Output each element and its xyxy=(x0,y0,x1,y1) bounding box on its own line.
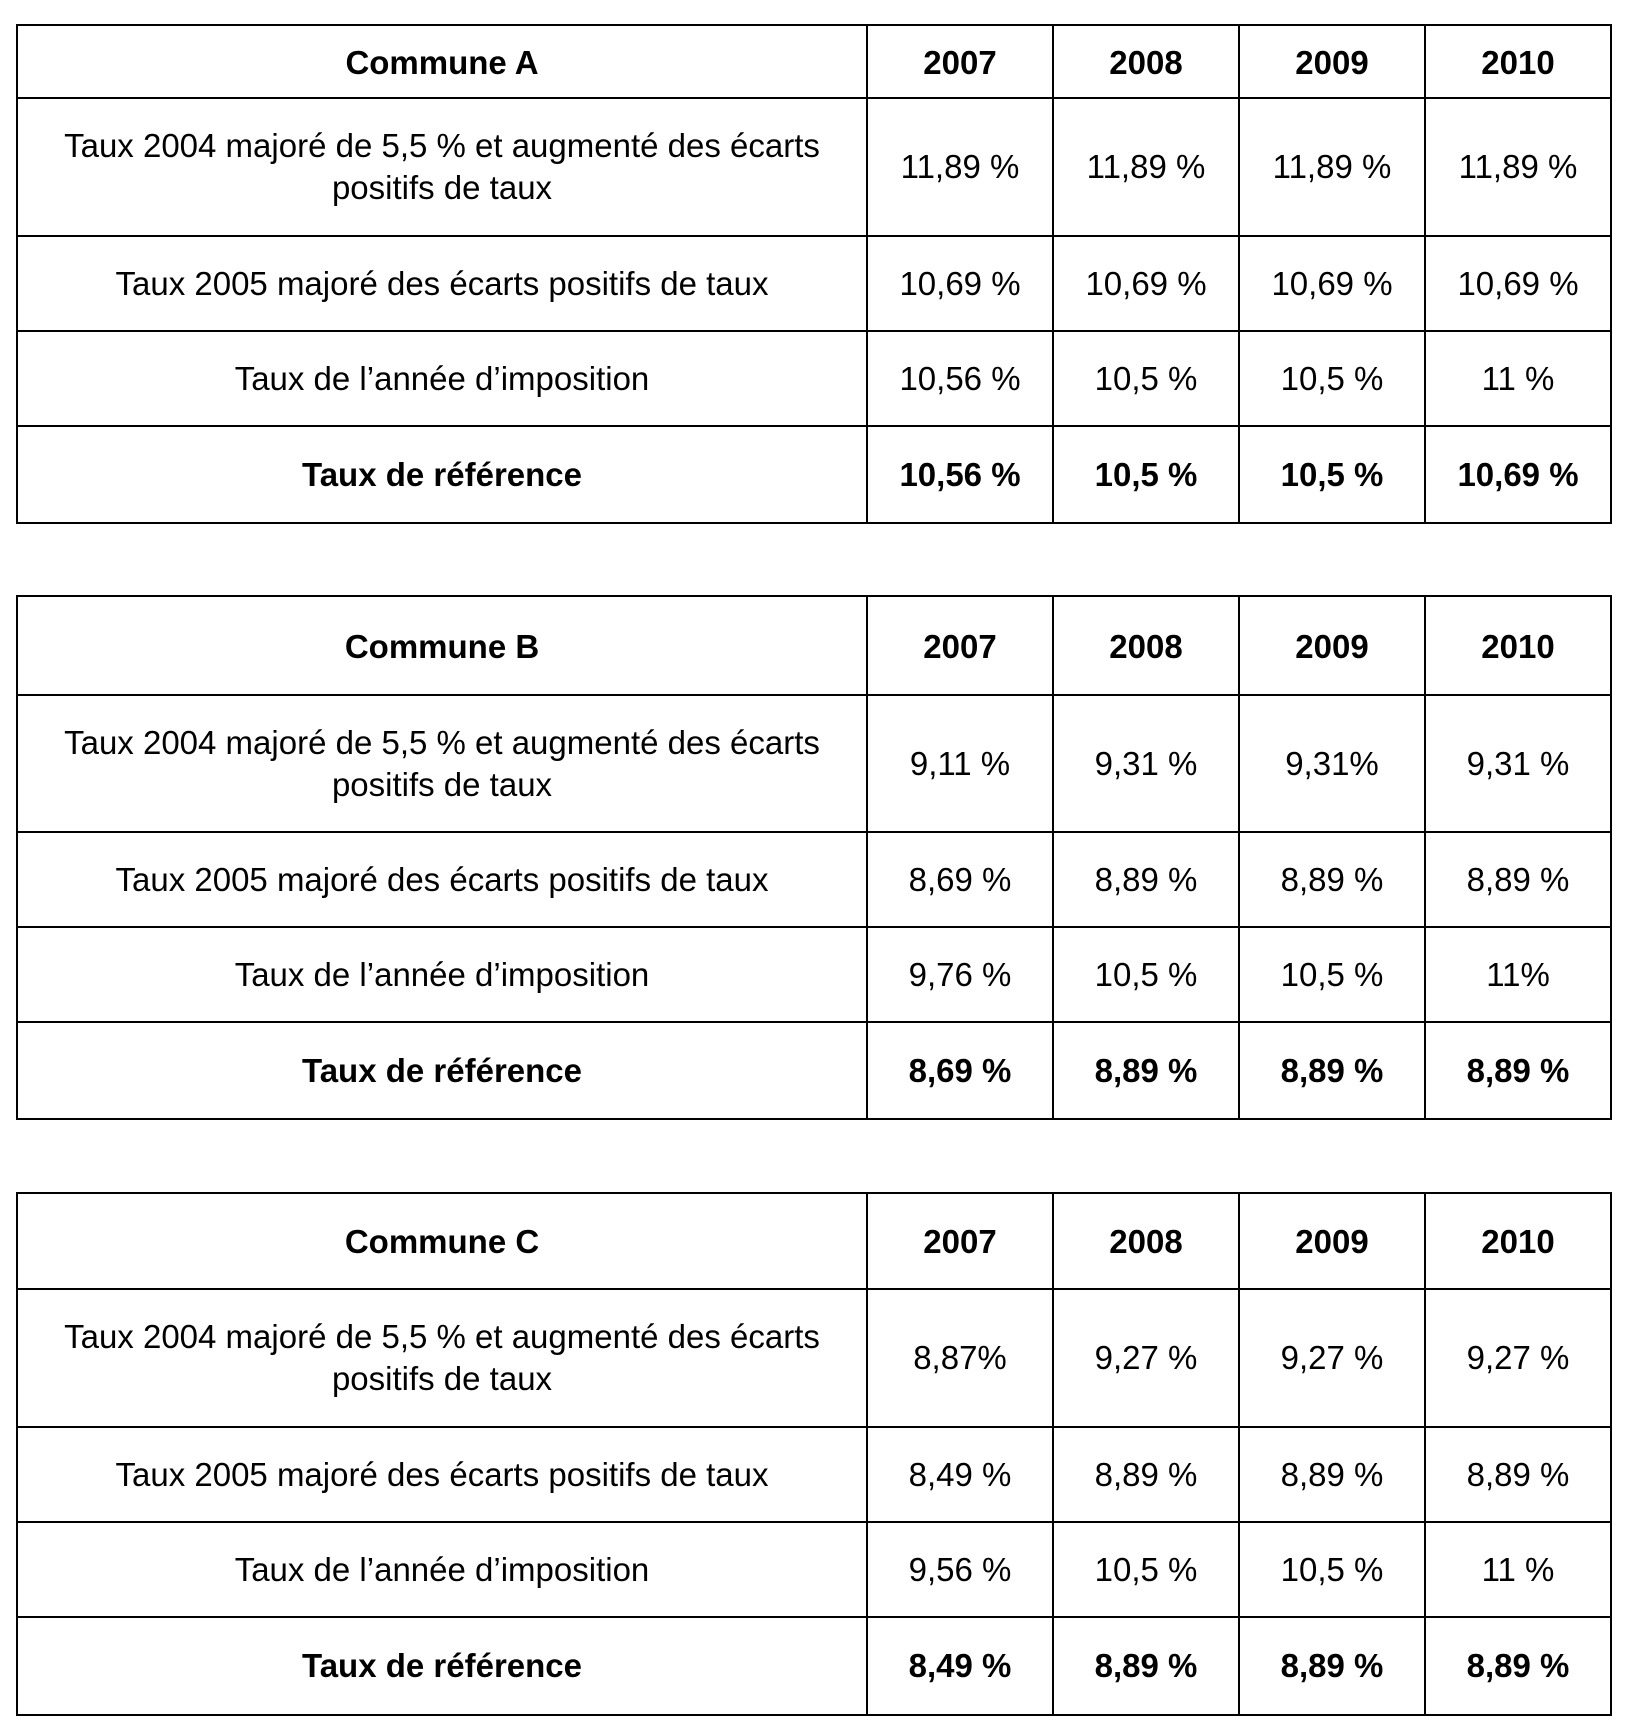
reference-rate-cell: 8,89 % xyxy=(1239,1617,1425,1715)
table-row xyxy=(17,1427,1611,1522)
year-header: 2007 xyxy=(867,1193,1053,1289)
rate-cell: 10,5 % xyxy=(1053,331,1239,426)
rate-cell: 8,87% xyxy=(867,1289,1053,1427)
year-header: 2009 xyxy=(1239,596,1425,695)
table-row xyxy=(17,1522,1611,1617)
commune-a-table xyxy=(16,24,1612,524)
rate-cell: 10,69 % xyxy=(1053,236,1239,331)
row-label: Taux de référence xyxy=(17,1617,867,1715)
row-label: Taux 2004 majoré de 5,5 % et augmenté des écarts positifs de taux xyxy=(17,695,867,832)
year-header: 2008 xyxy=(1053,25,1239,98)
row-label: Taux de référence xyxy=(17,426,867,523)
rate-cell: 8,49 % xyxy=(867,1427,1053,1522)
table-row xyxy=(17,695,1611,832)
commune-c-table xyxy=(16,1192,1612,1716)
rate-cell: 9,31 % xyxy=(1425,695,1611,832)
rate-cell: 11 % xyxy=(1425,1522,1611,1617)
rate-cell: 11,89 % xyxy=(1053,98,1239,236)
row-label: Taux de l’année d’imposition xyxy=(17,331,867,426)
rate-cell: 8,89 % xyxy=(1053,1427,1239,1522)
commune-title: Commune A xyxy=(17,25,867,98)
rate-cell: 11% xyxy=(1425,927,1611,1022)
table-header-row xyxy=(17,596,1611,695)
rate-cell: 10,56 % xyxy=(867,331,1053,426)
year-header: 2008 xyxy=(1053,1193,1239,1289)
row-label: Taux 2005 majoré des écarts positifs de taux xyxy=(17,236,867,331)
commune-title: Commune B xyxy=(17,596,867,695)
rate-cell: 10,5 % xyxy=(1053,1522,1239,1617)
rate-cell: 11 % xyxy=(1425,331,1611,426)
rate-cell: 10,5 % xyxy=(1239,1522,1425,1617)
rate-cell: 9,27 % xyxy=(1239,1289,1425,1427)
reference-rate-row xyxy=(17,1022,1611,1119)
rate-cell: 11,89 % xyxy=(867,98,1053,236)
table-row xyxy=(17,1289,1611,1427)
year-header: 2010 xyxy=(1425,25,1611,98)
reference-rate-row xyxy=(17,1617,1611,1715)
reference-rate-cell: 10,5 % xyxy=(1053,426,1239,523)
year-header: 2010 xyxy=(1425,596,1611,695)
commune-title: Commune C xyxy=(17,1193,867,1289)
row-label: Taux 2005 majoré des écarts positifs de taux xyxy=(17,1427,867,1522)
row-label: Taux 2004 majoré de 5,5 % et augmenté des écarts positifs de taux xyxy=(17,98,867,236)
rate-cell: 9,11 % xyxy=(867,695,1053,832)
rate-cell: 8,89 % xyxy=(1053,832,1239,927)
rate-cell: 11,89 % xyxy=(1239,98,1425,236)
rate-cell: 8,89 % xyxy=(1425,1427,1611,1522)
table-row xyxy=(17,927,1611,1022)
year-header: 2010 xyxy=(1425,1193,1611,1289)
reference-rate-cell: 8,89 % xyxy=(1425,1022,1611,1119)
rate-cell: 8,69 % xyxy=(867,832,1053,927)
table-row xyxy=(17,98,1611,236)
reference-rate-cell: 10,56 % xyxy=(867,426,1053,523)
reference-rate-cell: 8,89 % xyxy=(1425,1617,1611,1715)
row-label: Taux 2004 majoré de 5,5 % et augmenté des écarts positifs de taux xyxy=(17,1289,867,1427)
row-label: Taux de référence xyxy=(17,1022,867,1119)
table-row xyxy=(17,832,1611,927)
rate-cell: 10,69 % xyxy=(1239,236,1425,331)
reference-rate-cell: 8,89 % xyxy=(1053,1022,1239,1119)
reference-rate-row xyxy=(17,426,1611,523)
reference-rate-cell: 8,89 % xyxy=(1053,1617,1239,1715)
rate-cell: 9,31 % xyxy=(1053,695,1239,832)
reference-rate-cell: 8,49 % xyxy=(867,1617,1053,1715)
rate-cell: 8,89 % xyxy=(1425,832,1611,927)
rate-cell: 10,69 % xyxy=(867,236,1053,331)
table-row xyxy=(17,331,1611,426)
reference-rate-cell: 10,69 % xyxy=(1425,426,1611,523)
rate-cell: 10,5 % xyxy=(1053,927,1239,1022)
rate-cell: 8,89 % xyxy=(1239,1427,1425,1522)
rate-cell: 9,76 % xyxy=(867,927,1053,1022)
rate-cell: 9,31% xyxy=(1239,695,1425,832)
rate-cell: 10,69 % xyxy=(1425,236,1611,331)
row-label: Taux de l’année d’imposition xyxy=(17,927,867,1022)
year-header: 2007 xyxy=(867,25,1053,98)
year-header: 2009 xyxy=(1239,1193,1425,1289)
rate-cell: 9,27 % xyxy=(1053,1289,1239,1427)
rate-cell: 10,5 % xyxy=(1239,331,1425,426)
rate-cell: 8,89 % xyxy=(1239,832,1425,927)
reference-rate-cell: 8,89 % xyxy=(1239,1022,1425,1119)
year-header: 2007 xyxy=(867,596,1053,695)
table-header-row xyxy=(17,25,1611,98)
reference-rate-cell: 10,5 % xyxy=(1239,426,1425,523)
row-label: Taux de l’année d’imposition xyxy=(17,1522,867,1617)
rate-cell: 9,56 % xyxy=(867,1522,1053,1617)
rate-cell: 10,5 % xyxy=(1239,927,1425,1022)
year-header: 2008 xyxy=(1053,596,1239,695)
commune-b-table xyxy=(16,595,1612,1120)
table-header-row xyxy=(17,1193,1611,1289)
reference-rate-cell: 8,69 % xyxy=(867,1022,1053,1119)
table-row xyxy=(17,236,1611,331)
rate-cell: 11,89 % xyxy=(1425,98,1611,236)
row-label: Taux 2005 majoré des écarts positifs de taux xyxy=(17,832,867,927)
rate-cell: 9,27 % xyxy=(1425,1289,1611,1427)
year-header: 2009 xyxy=(1239,25,1425,98)
